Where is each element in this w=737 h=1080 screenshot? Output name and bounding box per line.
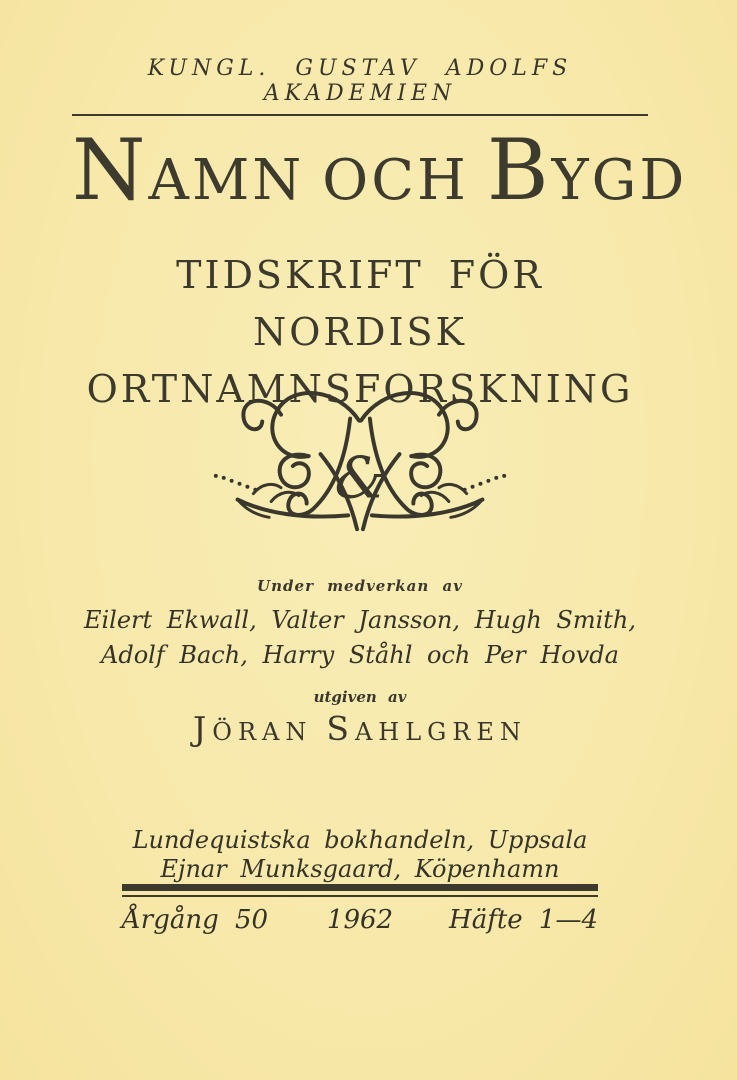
- footer-rule-thin: [122, 895, 598, 897]
- collaboration-label: Under medverkan av: [257, 577, 463, 595]
- collaborators: [52, 603, 668, 673]
- footer-volume: Årgång 50: [122, 905, 269, 935]
- editor-initial-2: S: [326, 709, 355, 748]
- footer-issue: Häfte 1—4: [449, 905, 599, 935]
- editor-name: [72, 709, 648, 748]
- footer-year: 1962: [326, 905, 394, 935]
- footer-rule-thick: [122, 884, 598, 891]
- journal-title: [72, 121, 688, 219]
- footer-row: [122, 905, 598, 935]
- journal-subtitle-line-2: ORTNAMNSFORSKNING: [86, 367, 634, 411]
- academy-header: KUNGL. GUSTAV ADOLFS AKADEMIEN: [72, 56, 648, 116]
- ornament-container: [72, 385, 648, 547]
- collaborators-line-2: Adolf Bach, Harry Ståhl och Per Hovda: [101, 641, 619, 669]
- nb-monogram-ornament: [200, 385, 520, 543]
- publisher-line-1: Lundequistska bokhandeln, Uppsala: [132, 826, 588, 854]
- title-word-och: OCH: [322, 148, 469, 213]
- collaborators-line-1: Eilert Ekwall, Valter Jansson, Hugh Smith,: [83, 606, 637, 634]
- editor-initial-1: J: [193, 709, 213, 748]
- editor-rest-2: AHLGREN: [354, 718, 527, 746]
- editor-rest-1: ÖRAN: [212, 718, 313, 746]
- publisher-line-2: Ejnar Munksgaard, Köpenhamn: [160, 855, 560, 883]
- title-initial-1: N: [72, 121, 149, 219]
- title-rest-2: YGD: [551, 148, 688, 213]
- editor-label: utgiven av: [313, 688, 407, 706]
- journal-subtitle-line-1: TIDSKRIFT FÖR NORDISK: [176, 253, 544, 354]
- svg-text:&: &: [334, 444, 386, 512]
- title-initial-2: B: [486, 121, 552, 219]
- title-rest-1: AMN: [148, 148, 305, 213]
- publishers: [72, 826, 648, 884]
